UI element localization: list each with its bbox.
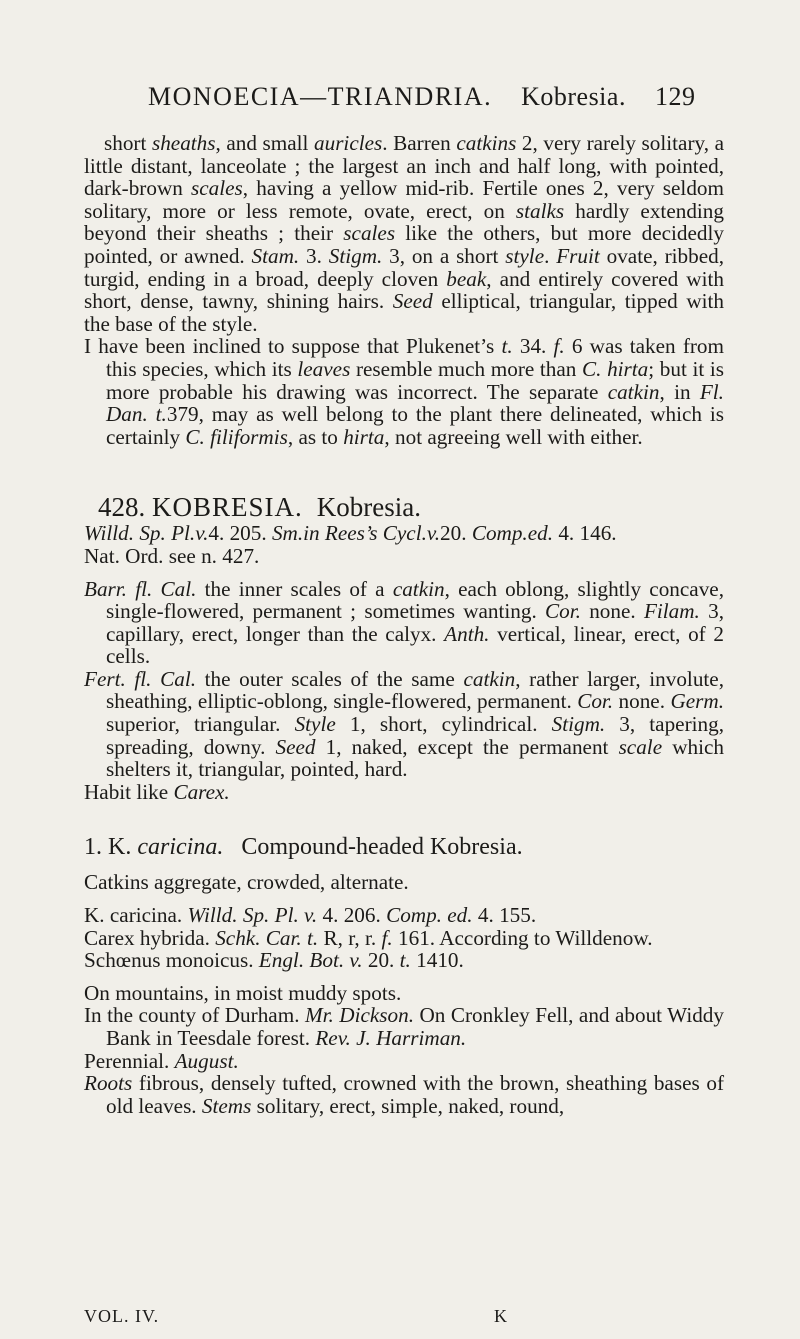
synonym-carex: Carex hybrida. Schk. Car. t. R, r, r. f. 161. According to Willdenow. [84,925,653,950]
duration-flowering: Perennial. August. [84,1048,239,1073]
genus-references: Willd. Sp. Pl.v.4. 205. Sm.in Rees’s Cycl.v.20. Comp.ed. 4. 146. [84,521,617,546]
page-body [84,132,724,1117]
page-number: 129 [654,82,696,111]
habitat: On mountains, in moist muddy spots. [84,980,402,1005]
paragraph-description-continued: short sheaths, and small auricles. Barren catkins 2, very rarely solitary, a little distant, lanceolate ; the largest an inch and half long, with pointed, dark-brown scales, having a yellow mid-rib. Fertile ones 2, very seldom solitary, more or less remote, ovate, erect, on stalks hardly extending beyond their sheaths ; their scales like the others, but more decidedly pointed, or awned. Stam. 3. Stigm. 3, on a short style. Fruit ovate, ribbed, turgid, ending in a broad, deeply cloven beak, and entirely covered with short, dense, tawny, shining hairs. Seed elliptical, triangular, tipped with the base of the style. [84,131,725,336]
running-title: MONOECIA—TRIANDRIA. [148,82,493,111]
natural-order: Nat. Ord. see n. 427. [84,543,260,568]
synonym-schoenus: Schœnus monoicus. Engl. Bot. v. 20. t. 1410. [84,948,464,973]
habit-note: Habit like Carex. [84,779,230,804]
localities: In the county of Durham. Mr. Dickson. On Cronkley Fell, and about Widdy Bank in Teesdale forest. Rev. J. Harriman. [84,1003,724,1050]
species-diagnosis: Catkins aggregate, crowded, alternate. [84,870,409,895]
signature-mark: K [494,1306,508,1326]
genus-heading: 428. KOBRESIA. Kobresia. [98,492,421,523]
page-footer [84,1306,724,1327]
synonym-kobresia: K. caricina. Willd. Sp. Pl. v. 4. 206. Comp. ed. 4. 155. [84,903,537,928]
running-head [148,82,708,112]
volume-label: VOL. IV. [84,1306,160,1326]
barren-flower-description: Barr. fl. Cal. the inner scales of a catkin, each oblong, slightly concave, single-flowered, permanent ; sometimes wanting. Cor. none. Filam. 3, capillary, erect, longer than the calyx. Anth. vertical, linear, erect, of 2 cells. [84,576,725,669]
paragraph-plukenet-note: I have been inclined to suppose that Plukenet’s t. 34. f. 6 was taken from this species, which its leaves resemble much more than C. hirta; but it is more probable his drawing was incorrect. The separate catkin, in Fl. Dan. t.379, may as well belong to the plant there delineated, which is certainly C. filiformis, as to hirta, not agreeing well with either. [84,334,725,449]
fertile-flower-description: Fert. fl. Cal. the outer scales of the same catkin, rather larger, involute, sheathing, elliptic-oblong, single-flowered, permanent. Cor. none. Germ. superior, triangular. Style 1, short, cylindrical. Stigm. 3, tapering, spreading, downy. Seed 1, naked, except the permanent scale which shelters it, triangular, pointed, hard. [84,666,725,782]
root-stem-description: Roots fibrous, densely tufted, crowned with the brown, sheathing bases of old leaves. Stems solitary, erect, simple, naked, round, [84,1071,724,1118]
running-genus: Kobresia. [521,82,626,111]
species-heading: 1. K. caricina. Compound-headed Kobresia. [84,834,523,861]
